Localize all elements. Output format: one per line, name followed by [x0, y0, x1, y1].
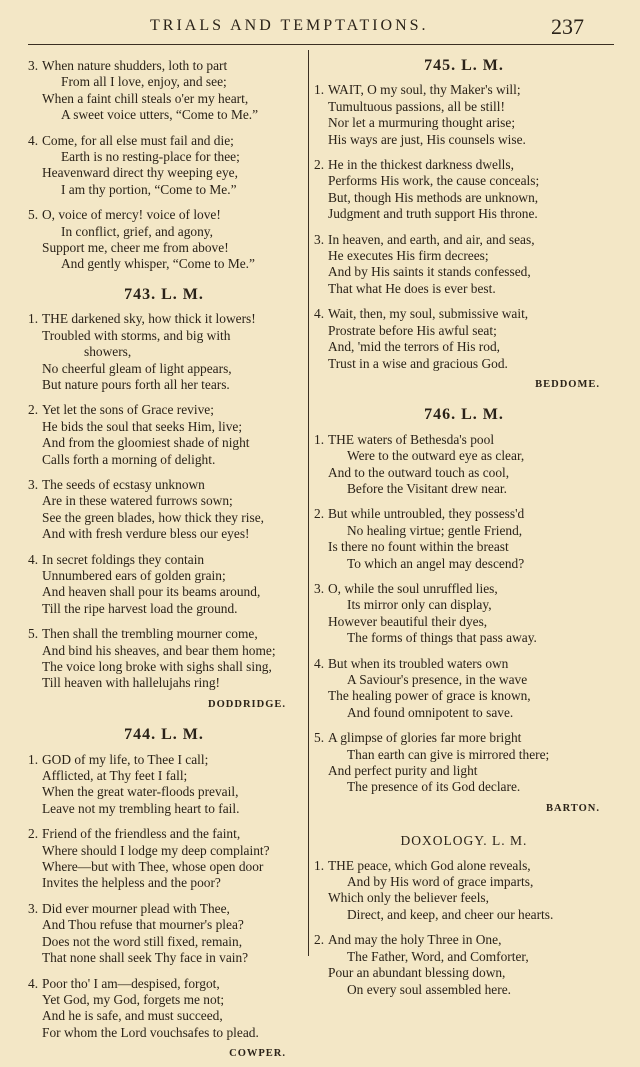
stanza-number: 2. — [314, 506, 325, 522]
verse-line: Prostrate before His awful seat; — [328, 322, 497, 338]
verse-line: Than earth can give is mirrored there; — [347, 746, 550, 762]
verse-line: Where should I lodge my deep complaint? — [42, 842, 270, 858]
stanza-number: 3. — [28, 476, 39, 492]
stanza — [28, 976, 300, 1042]
verse-line: THE peace, which God alone reveals, — [328, 857, 531, 873]
verse-line: Invites the helpless and the poor? — [42, 875, 221, 891]
verse-line: Where—but with Thee, whose open door — [42, 859, 264, 875]
stanza — [314, 232, 614, 298]
verse-line: Yet let the sons of Grace revive; — [42, 402, 214, 418]
verse-line: Are in these watered furrows sown; — [42, 493, 233, 509]
verse-line: However beautiful their dyes, — [328, 613, 488, 629]
stanza — [28, 58, 300, 124]
verse-line: His ways are just, His counsels wise. — [328, 131, 526, 147]
stanza — [28, 552, 300, 618]
verse-line: The presence of its God declare. — [347, 779, 521, 795]
stanza — [314, 656, 614, 722]
verse-line: THE darkened sky, how thick it lowers! — [42, 311, 256, 327]
verse-line: Before the Visitant drew near. — [347, 480, 507, 496]
verse-line: Earth is no resting-place for thee; — [61, 149, 240, 165]
verse-line: Afflicted, at Thy feet I fall; — [42, 768, 188, 784]
verse-line: When nature shudders, loth to part — [42, 58, 228, 73]
hymn-author: DODDRIDGE. — [208, 698, 286, 710]
verse-line: And from the gloomiest shade of night — [42, 435, 250, 451]
verse-line: And by His saints it stands confessed, — [328, 264, 531, 280]
stanza — [28, 901, 300, 967]
verse-line: See the green blades, how thick they rise, — [42, 509, 264, 525]
hymn-heading-743: 743. L. M. — [124, 285, 204, 303]
verse-line: A glimpse of glories far more bright — [328, 730, 522, 746]
stanza-number: 2. — [28, 402, 39, 418]
verse-line: But when its troubled waters own — [328, 655, 509, 671]
verse-line: In secret foldings they contain — [42, 551, 205, 567]
verse-line: showers, — [84, 344, 132, 360]
stanza — [28, 311, 300, 393]
verse-line: Tumultuous passions, all be still! — [328, 98, 505, 114]
verse-line: And perfect purity and light — [328, 763, 478, 779]
stanza — [314, 932, 614, 998]
verse-line: In heaven, and earth, and air, and seas, — [328, 231, 535, 247]
verse-line: To which an angel may descend? — [347, 555, 525, 571]
verse-line: The seeds of ecstasy unknown — [42, 476, 205, 492]
verse-line: No healing virtue; gentle Friend, — [347, 522, 523, 538]
stanza-number: 3. — [28, 900, 39, 916]
verse-line: Then shall the trembling mourner come, — [42, 626, 258, 642]
verse-line: Poor tho' I am—despised, forgot, — [42, 975, 220, 991]
stanza-number: 3. — [314, 580, 325, 596]
verse-line: Performs His work, the cause conceals; — [328, 173, 540, 189]
verse-line: Wait, then, my soul, submissive wait, — [328, 306, 529, 322]
verse-line: But nature pours forth all her tears. — [42, 376, 230, 392]
right-column — [314, 58, 614, 1007]
stanza — [28, 207, 300, 273]
verse-line: Unnumbered ears of golden grain; — [42, 567, 226, 583]
stanza — [314, 306, 614, 372]
stanza-number: 5. — [314, 730, 325, 746]
verse-line: And with fresh verdure bless our eyes! — [42, 526, 250, 542]
verse-line: A sweet voice utters, “Come to Me.” — [61, 107, 259, 123]
verse-line: He executes His firm decrees; — [328, 248, 489, 264]
running-header — [0, 14, 640, 42]
stanza — [28, 826, 300, 892]
stanza-number: 3. — [314, 231, 325, 247]
hymn-heading-744: 744. L. M. — [124, 726, 204, 744]
verse-line: O, while the soul unruffled lies, — [328, 580, 498, 596]
verse-line: And gently whisper, “Come to Me.” — [61, 256, 255, 272]
verse-line: Come, for all else must fail and die; — [42, 132, 234, 148]
hymn-heading-746: 746. L. M. — [424, 406, 504, 424]
verse-line: Its mirror only can display, — [347, 597, 492, 613]
verse-line: And, 'mid the terrors of His rod, — [328, 339, 500, 355]
verse-line: The Father, Word, and Comforter, — [347, 948, 529, 964]
verse-line: Pour an abundant blessing down, — [328, 965, 506, 981]
verse-line: Calls forth a morning of delight. — [42, 451, 216, 467]
hymn-author: BARTON. — [546, 802, 600, 814]
verse-line: And may the holy Three in One, — [328, 932, 502, 948]
verse-line: And heaven shall pour its beams around, — [42, 584, 261, 600]
verse-line: Trust in a wise and gracious God. — [328, 355, 508, 371]
verse-line: GOD of my life, to Thee I call; — [42, 751, 209, 767]
verse-line: And he is safe, and must succeed, — [42, 1008, 223, 1024]
stanza-number: 2. — [314, 932, 325, 948]
verse-line: I am thy portion, “Come to Me.” — [61, 181, 237, 197]
verse-line: Direct, and keep, and cheer our hearts. — [347, 906, 554, 922]
stanza — [28, 477, 300, 543]
verse-line: Yet God, my God, forgets me not; — [42, 991, 225, 1007]
verse-line: And to the outward touch as cool, — [328, 464, 510, 480]
stanza-number: 4. — [28, 975, 39, 991]
stanza-number: 4. — [314, 306, 325, 322]
verse-line: The voice long broke with sighs shall sing, — [42, 659, 272, 674]
verse-line: That what He does is ever best. — [328, 280, 496, 296]
stanza-number: 4. — [28, 551, 39, 567]
stanza — [314, 157, 614, 223]
stanza-number: 1. — [28, 311, 39, 327]
verse-line: Troubled with storms, and big with — [42, 327, 231, 343]
stanza-number: 5. — [28, 207, 39, 223]
verse-line: And by His word of grace imparts, — [347, 874, 534, 890]
header-rule — [28, 44, 614, 45]
verse-line: Which only the believer feels, — [328, 890, 489, 906]
verse-line: Support me, cheer me from above! — [42, 240, 229, 256]
verse-line: Till the ripe harvest load the ground. — [42, 600, 238, 616]
verse-line: Is there no fount within the breast — [328, 539, 509, 555]
verse-line: In conflict, grief, and agony, — [61, 223, 213, 239]
stanza-number: 2. — [314, 157, 325, 173]
running-title: TRIALS AND TEMPTATIONS. — [150, 17, 429, 34]
verse-line: On every soul assembled here. — [347, 981, 511, 997]
verse-line: Till heaven with hallelujahs ring! — [42, 675, 221, 691]
verse-line: When a faint chill steals o'er my heart, — [42, 90, 249, 106]
verse-line: And bind his sheaves, and bear them home; — [42, 642, 276, 658]
verse-line: THE waters of Bethesda's pool — [328, 431, 495, 447]
verse-line: When the great water-floods prevail, — [42, 784, 239, 800]
stanza-number: 5. — [28, 626, 39, 642]
stanza — [28, 133, 300, 199]
verse-line: O, voice of mercy! voice of love! — [42, 207, 221, 223]
left-column — [28, 58, 300, 1067]
verse-line: Judgment and truth support His throne. — [328, 206, 538, 222]
stanza-number: 1. — [314, 857, 325, 873]
verse-line: The forms of things that pass away. — [347, 630, 537, 646]
hymn-heading-745: 745. L. M. — [424, 57, 504, 74]
verse-line: That none shall seek Thy face in vain? — [42, 950, 249, 966]
doxology-heading: DOXOLOGY. L. M. — [400, 833, 528, 849]
stanza — [314, 730, 614, 796]
verse-line: The healing power of grace is known, — [328, 688, 531, 704]
stanza — [28, 402, 300, 468]
stanza-number: 1. — [314, 82, 325, 98]
column-divider — [308, 50, 309, 956]
stanza-number: 2. — [28, 826, 39, 842]
verse-line: Heavenward direct thy weeping eye, — [42, 165, 238, 181]
stanza-number: 3. — [28, 58, 39, 73]
verse-line: From all I love, enjoy, and see; — [61, 74, 227, 90]
stanza — [314, 581, 614, 647]
stanza-number: 4. — [28, 132, 39, 148]
stanza — [314, 432, 614, 498]
verse-line: No cheerful gleam of light appears, — [42, 360, 232, 376]
verse-line: Did ever mourner plead with Thee, — [42, 900, 230, 916]
verse-line: Were to the outward eye as clear, — [347, 448, 525, 464]
stanza — [314, 858, 614, 924]
hymn-author: COWPER. — [229, 1048, 286, 1060]
stanza-number: 1. — [28, 751, 39, 767]
stanza-number: 1. — [314, 431, 325, 447]
verse-line: But while untroubled, they possess'd — [328, 506, 525, 522]
stanza — [28, 626, 300, 692]
verse-line: For whom the Lord vouchsafes to plead. — [42, 1024, 259, 1040]
verse-line: But, though His methods are unknown, — [328, 189, 539, 205]
stanza-number: 4. — [314, 655, 325, 671]
verse-line: He in the thickest darkness dwells, — [328, 157, 514, 173]
verse-line: Friend of the friendless and the faint, — [42, 826, 241, 842]
verse-line: Does not the word still fixed, remain, — [42, 933, 243, 949]
verse-line: He bids the soul that seeks Him, live; — [42, 418, 243, 434]
stanza — [28, 752, 300, 818]
verse-line: A Saviour's presence, in the wave — [347, 672, 528, 687]
hymn-author: BEDDOME. — [535, 378, 600, 390]
stanza — [314, 506, 614, 572]
verse-line: And found omnipotent to save. — [347, 704, 514, 720]
verse-line: And Thou refuse that mourner's plea? — [42, 917, 244, 933]
verse-line: Leave not my trembling heart to fail. — [42, 800, 240, 816]
verse-line: Nor let a murmuring thought arise; — [328, 115, 516, 131]
page-number: 237 — [551, 14, 584, 39]
verse-line: WAIT, O my soul, thy Maker's will; — [328, 82, 521, 98]
stanza — [314, 82, 614, 148]
